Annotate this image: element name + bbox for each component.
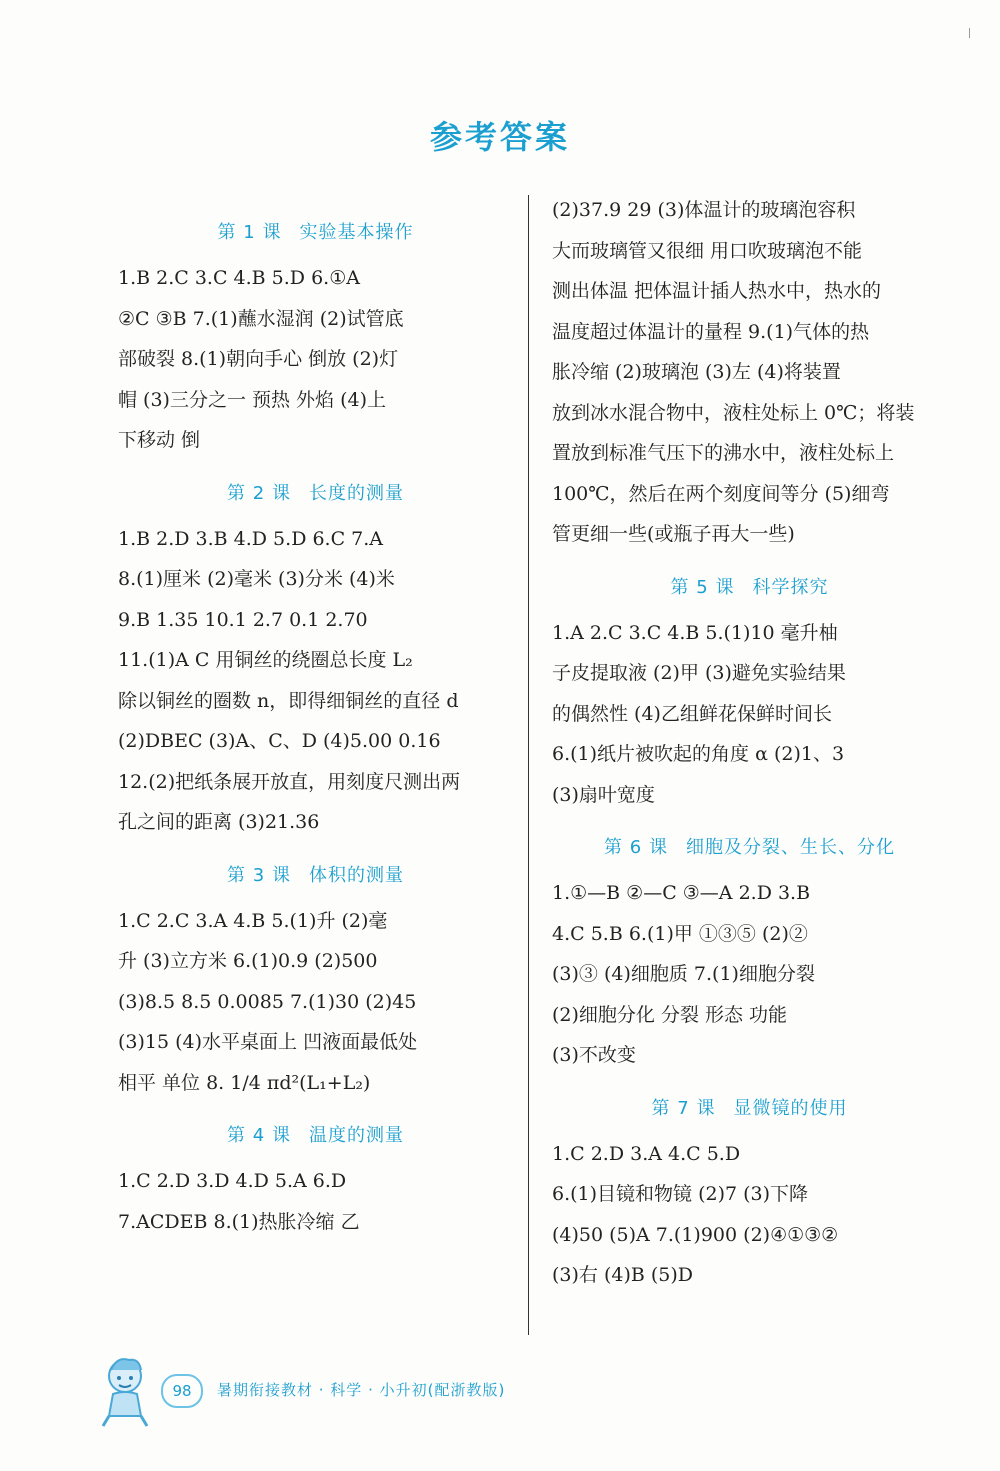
section-heading bbox=[552, 573, 947, 599]
answer-line: 的偶然性 (4)乙组鲜花保鲜时间长 bbox=[552, 702, 832, 725]
section-heading bbox=[552, 833, 947, 859]
answer-line: 11.(1)A C 用铜丝的绕圈总长度 L₂ bbox=[118, 649, 413, 671]
answer-line: (2)37.9 29 (3)体温计的玻璃泡容积 bbox=[552, 199, 856, 221]
answer-block bbox=[552, 613, 947, 816]
answer-line: 1.①—B ②—C ③—A 2.D 3.B bbox=[552, 882, 811, 904]
answer-block bbox=[118, 1161, 513, 1242]
answer-line: 1.B 2.C 3.C 4.B 5.D 6.①A bbox=[118, 267, 360, 289]
answer-line: 8.(1)厘米 (2)毫米 (3)分米 (4)米 bbox=[118, 568, 395, 590]
section-number: 第 5 课 bbox=[670, 576, 735, 598]
answer-line: 1.C 2.C 3.A 4.B 5.(1)升 (2)毫 bbox=[118, 909, 388, 932]
page-footer bbox=[95, 1362, 695, 1422]
answer-line: 升 (3)立方米 6.(1)0.9 (2)500 bbox=[118, 950, 378, 972]
section-title: 温度的测量 bbox=[308, 1125, 404, 1146]
answer-line: (3)不改变 bbox=[552, 1044, 636, 1066]
section-heading bbox=[118, 861, 513, 887]
answer-line: 下移动 倒 bbox=[118, 429, 201, 451]
answer-line: 100℃，然后在两个刻度间等分 (5)细弯 bbox=[552, 482, 890, 505]
answer-line: (2)DBEC (3)A、C、D (4)5.00 0.16 bbox=[118, 730, 441, 752]
section-title: 科学探究 bbox=[752, 576, 829, 598]
answer-line: 管更细一些(或瓶子再大一些) bbox=[552, 523, 795, 545]
answer-line: (3)8.5 8.5 0.0085 7.(1)30 (2)45 bbox=[118, 990, 417, 1013]
answer-line: (3)15 (4)水平桌面上 凹液面最低处 bbox=[118, 1031, 418, 1053]
answer-line: 部破裂 8.(1)朝向手心 倒放 (2)灯 bbox=[118, 348, 399, 370]
right-column bbox=[552, 190, 947, 1296]
footer-book-title: 暑期衔接教材 · 科学 · 小升初(配浙教版) bbox=[217, 1381, 506, 1399]
section-number: 第 1 课 bbox=[217, 222, 282, 243]
section-heading bbox=[118, 218, 513, 244]
section-title: 细胞及分裂、生长、分化 bbox=[685, 837, 895, 858]
answer-line: 6.(1)纸片被吹起的角度 α (2)1、3 bbox=[552, 743, 845, 765]
answer-block bbox=[118, 519, 513, 843]
answer-block-continued bbox=[552, 190, 947, 555]
answer-line: (3)右 (4)B (5)D bbox=[552, 1264, 694, 1286]
column-divider bbox=[528, 195, 529, 1335]
answer-line: 相平 单位 8. 1/4 πd²(L₁+L₂) bbox=[118, 1071, 371, 1094]
answer-line: (3)③ (4)细胞质 7.(1)细胞分裂 bbox=[552, 963, 815, 985]
answer-line: 7.ACDEB 8.(1)热胀冷缩 乙 bbox=[118, 1210, 360, 1233]
section-title: 长度的测量 bbox=[308, 482, 404, 504]
answer-line: 置放到标准气压下的沸水中，液柱处标上 bbox=[552, 442, 895, 464]
answer-line: 6.(1)目镜和物镜 (2)7 (3)下降 bbox=[552, 1183, 809, 1205]
corner-mark bbox=[969, 28, 970, 38]
answer-line: (3)扇叶宽度 bbox=[552, 783, 655, 806]
page-title: 参考答案 bbox=[429, 118, 570, 156]
answer-block bbox=[118, 901, 513, 1104]
section-number: 第 7 课 bbox=[651, 1097, 716, 1119]
page-number: 98 bbox=[161, 1374, 203, 1408]
answer-line: 9.B 1.35 10.1 2.7 0.1 2.70 bbox=[118, 608, 368, 631]
answer-block bbox=[552, 1134, 947, 1296]
answer-line: ②C ③B 7.(1)蘸水湿润 (2)试管底 bbox=[118, 307, 404, 330]
answer-line: 温度超过体温计的量程 9.(1)气体的热 bbox=[552, 320, 870, 343]
section-number: 第 6 课 bbox=[604, 837, 668, 858]
left-column bbox=[118, 190, 513, 1242]
answer-block bbox=[118, 258, 513, 461]
answer-line: 测出体温 把体温计插人热水中，热水的 bbox=[552, 280, 882, 302]
answer-line: (4)50 (5)A 7.(1)900 (2)④①③② bbox=[552, 1223, 839, 1246]
answer-line: 4.C 5.B 6.(1)甲 ①③⑤ (2)② bbox=[552, 922, 808, 945]
answer-line: 1.B 2.D 3.B 4.D 5.D 6.C 7.A bbox=[118, 527, 384, 550]
section-title: 实验基本操作 bbox=[299, 222, 414, 243]
section-title: 体积的测量 bbox=[308, 864, 404, 886]
section-title: 显微镜的使用 bbox=[733, 1097, 848, 1119]
answer-line: 除以铜丝的圈数 n，即得细铜丝的直径 d bbox=[118, 689, 459, 712]
answer-line: 子皮提取液 (2)甲 (3)避免实验结果 bbox=[552, 662, 846, 684]
answer-line: 孔之间的距离 (3)21.36 bbox=[118, 811, 320, 833]
section-number: 第 3 课 bbox=[227, 864, 291, 886]
answer-line: 12.(2)把纸条展开放直，用刻度尺测出两 bbox=[118, 770, 461, 793]
answer-line: 1.A 2.C 3.C 4.B 5.(1)10 毫升柚 bbox=[552, 621, 838, 644]
answer-line: (2)细胞分化 分裂 形态 功能 bbox=[552, 1003, 788, 1026]
answer-line: 1.C 2.D 3.D 4.D 5.A 6.D bbox=[118, 1170, 347, 1192]
section-heading bbox=[118, 479, 513, 505]
section-number: 第 2 课 bbox=[227, 482, 291, 504]
answer-line: 胀冷缩 (2)玻璃泡 (3)左 (4)将装置 bbox=[552, 361, 841, 383]
section-number: 第 4 课 bbox=[227, 1125, 291, 1146]
section-heading bbox=[552, 1094, 947, 1120]
answer-line: 放到冰水混合物中，液柱处标上 0℃；将装 bbox=[552, 401, 915, 424]
cartoon-boy-icon bbox=[95, 1354, 155, 1429]
section-heading bbox=[118, 1121, 513, 1147]
answer-line: 1.C 2.D 3.A 4.C 5.D bbox=[552, 1142, 741, 1165]
answer-line: 帽 (3)三分之一 预热 外焰 (4)上 bbox=[118, 388, 386, 411]
answer-line: 大而玻璃管又很细 用口吹玻璃泡不能 bbox=[552, 239, 863, 262]
answer-block bbox=[552, 873, 947, 1076]
